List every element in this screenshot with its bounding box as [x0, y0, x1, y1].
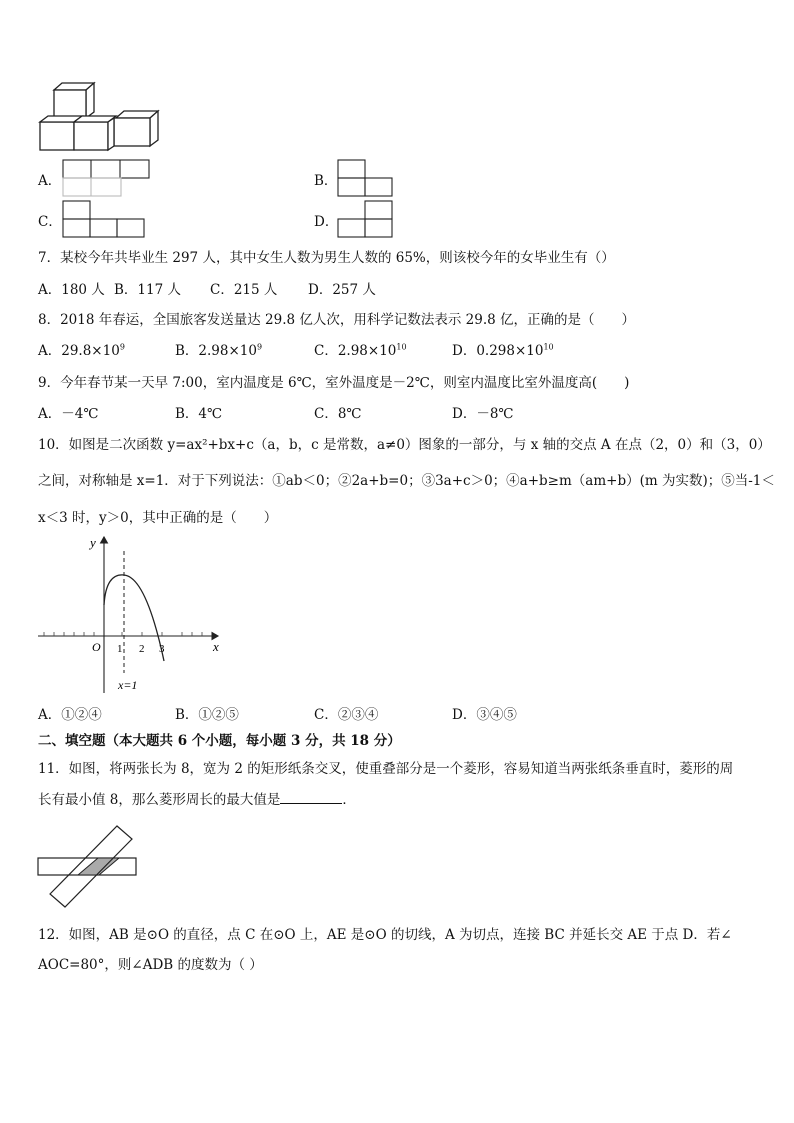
q8-stem: 8．2018 年春运，全国旅客发送量达 29.8 亿人次，用科学记数法表示 29.8 亿，正确的是（ ） [38, 312, 636, 328]
q8-option-c-exp: 10 [396, 342, 407, 352]
q9-option-d: D．－8℃ [452, 406, 514, 422]
q10-option-a: A．①②④ [38, 707, 102, 723]
q10-line2: 之间，对称轴是 x=1．对于下列说法：①ab＜0；②2a+b=0；③3a+c＞0；④a+b≥m（am+b）(m 为实数)；⑤当-1＜ [38, 473, 775, 489]
q9-option-a: A．－4℃ [38, 406, 99, 422]
q7-option-b: B．117 人 [114, 282, 181, 298]
q8-option-a-exp: 9 [119, 342, 125, 352]
q11-line2 [38, 791, 356, 808]
q7-option-c: C．215 人 [210, 282, 278, 298]
symmetry-axis-label: x=1 [118, 678, 138, 692]
q10-line1: 10．如图是二次函数 y=ax²+bx+c（a，b，c 是常数，a≠0）图象的一部分，与 x 轴的交点 A 在点（2，0）和（3，0） [38, 437, 771, 453]
q10-option-c: C．②③④ [314, 707, 379, 723]
q8-option-a-base: A．29.8×10 [38, 343, 120, 359]
q12-line1: 12．如图，AB 是⊙O 的直径，点 C 在⊙O 上，AE 是⊙O 的切线，A 为切点，连接 BC 并延长交 AE 于点 D．若∠ [38, 927, 732, 943]
q7-option-a: A．180 人 [38, 282, 105, 298]
q8-option-c-base: C．2.98×10 [314, 343, 397, 359]
q12-line2: AOC=80°，则∠ADB 的度数为（ ） [38, 957, 263, 973]
crossed-strips-figure [36, 824, 141, 909]
q10-line3: x＜3 时，y＞0，其中正确的是（ ） [38, 510, 278, 526]
option-c-label: C． [38, 214, 62, 230]
option-a-label: A． [38, 173, 62, 189]
q11-answer-blank[interactable] [280, 791, 342, 804]
q7-stem: 7．某校今年共毕业生 297 人，其中女生人数为男生人数的 65%，则该校今年的女毕业生有（） [38, 250, 615, 266]
cube-stack-figure [38, 80, 168, 155]
q11-line2-text: 长有最小值 8，那么菱形周长的最大值是 [38, 792, 281, 808]
q11-line1: 11．如图，将两张长为 8，宽为 2 的矩形纸条交叉，使重叠部分是一个菱形，容易知道当两张纸条垂直时，菱形的周 [38, 761, 734, 777]
q8-option-d [452, 343, 554, 359]
q9-option-b: B．4℃ [175, 406, 223, 422]
parabola-graph [36, 533, 226, 698]
q10-option-b: B．①②⑤ [175, 707, 239, 723]
option-a-grid [62, 159, 152, 199]
x-ticks [44, 632, 202, 636]
x-axis-label: x [213, 639, 219, 654]
q7-option-d: D．257 人 [308, 282, 376, 298]
q8-option-a [38, 343, 125, 359]
q8-option-b-base: B．2.98×10 [175, 343, 257, 359]
q9-option-c: C．8℃ [314, 406, 362, 422]
option-d-grid [337, 200, 397, 240]
option-d-label: D． [314, 214, 339, 230]
tick-label-1: 1 [117, 643, 123, 655]
section-2-heading: 二、填空题（本大题共 6 个小题，每小题 3 分，共 18 分） [38, 733, 401, 749]
q8-option-c [314, 343, 407, 359]
q11-line2-end: ． [342, 792, 356, 808]
origin-label: O [92, 640, 101, 654]
q9-stem: 9．今年春节某一天早 7:00，室内温度是 6℃，室外温度是－2℃，则室内温度比室外温度高( ) [38, 375, 630, 391]
tick-label-2: 2 [139, 643, 145, 655]
option-c-grid [62, 200, 152, 240]
y-axis-label: y [90, 535, 96, 550]
q8-option-b [175, 343, 262, 359]
q8-option-b-exp: 9 [256, 342, 263, 352]
q8-option-d-base: D．0.298×10 [452, 343, 544, 359]
q10-option-d: D．③④⑤ [452, 707, 517, 723]
option-b-grid [337, 159, 397, 199]
option-b-label: B． [314, 173, 338, 189]
q8-option-d-exp: 10 [543, 342, 554, 352]
tick-label-3: 3 [159, 643, 165, 655]
parabola-curve [104, 575, 164, 661]
